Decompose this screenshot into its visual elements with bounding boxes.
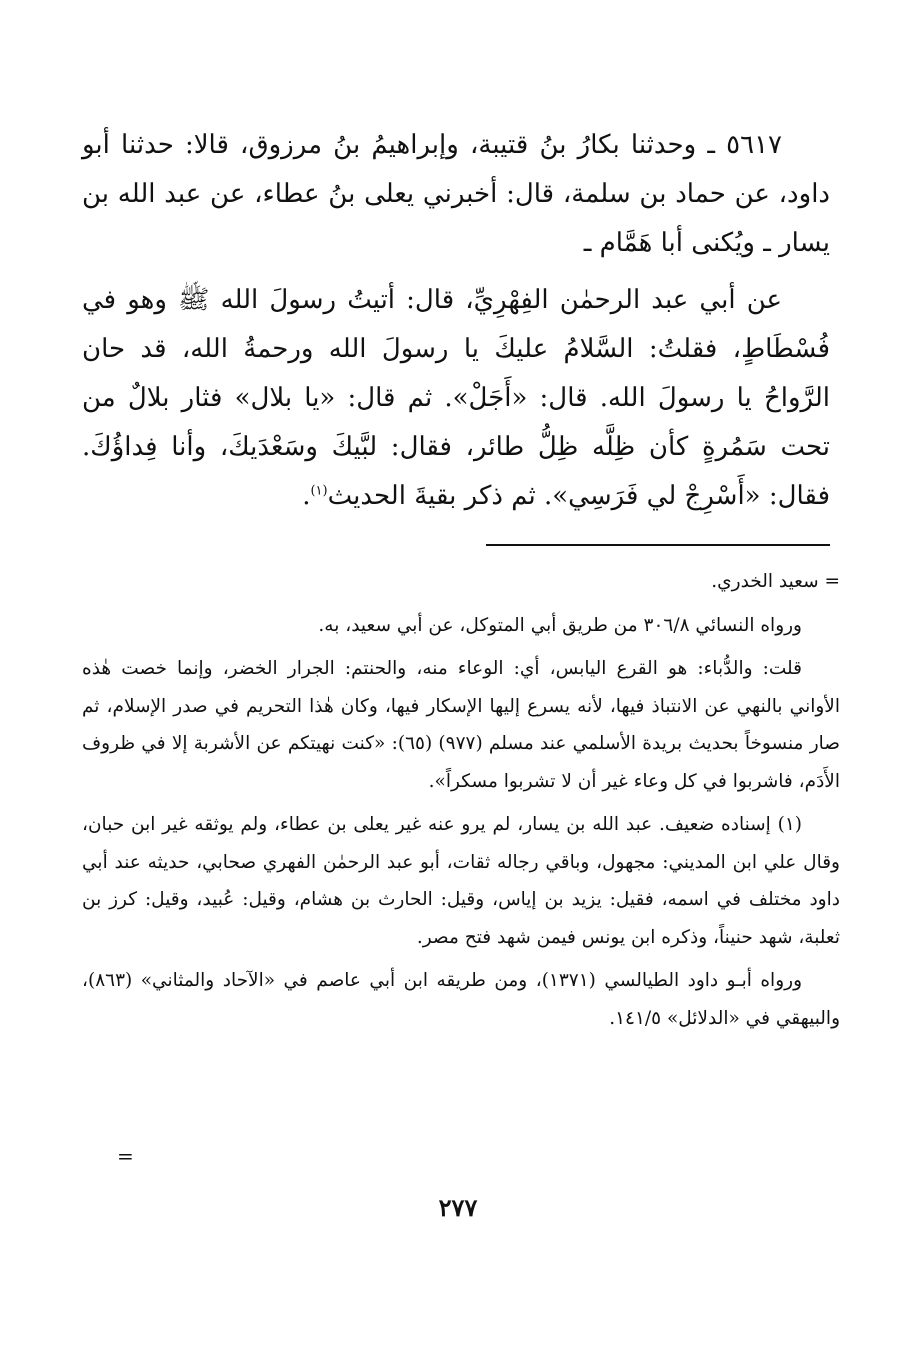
hadith-number: ٥٦١٧ (726, 130, 782, 160)
matn-text: عن أبي عبد الرحمٰن الفِهْرِيِّ، قال: أتيتُ رسولَ الله ﷺ وهو في فُسْطَاطٍ، فقلتُ: السَّلامُ عليكَ يا رسولَ الله ورحمةُ الله، قد حان الرَّواحُ يا رسولَ الله. قال: «أَجَلْ». ثم قال: «يا بلال» فثار بلالٌ من تحت سَمُرةٍ كأن ظِلَّه ظِلُّ طائر، فقال: لبَّيكَ وسَعْدَيكَ، وأنا فِداؤُكَ. فقال: «أَسْرِجْ لي فَرَسِي». ثم ذكر بقيةَ الحديث (82, 285, 830, 511)
footnotes-section (82, 563, 840, 1043)
footnote-reference: (١) (310, 483, 328, 499)
hadith-isnad (82, 121, 830, 268)
hadith-matn (82, 276, 830, 521)
footnote-paragraph: ورواه النسائي ٣٠٦/٨ من طريق أبي المتوكل، عن أبي سعيد، به. (318, 614, 802, 636)
footnote-paragraph: ورواه أبـو داود الطيالسي (١٣٧١)، ومن طريقه ابن أبي عاصم في «الآحاد والمثاني» (٨٦٣)، والبيهقي في «الدلائل» ١٤١/٥. (82, 970, 840, 1029)
page-number: ٢٧٧ (438, 1193, 478, 1222)
footnote-separator (486, 544, 830, 546)
footnote-paragraph: (١) إسناده ضعيف. عبد الله بن يسار، لم يرو عنه غير يعلى بن عطاء، ولم يوثقه غير ابن حبان، وقال علي ابن المديني: مجهول، وباقي رجاله ثقات، أبو عبد الرحمٰن الفهري صحابي، حديثه عند أبي داود مختلف في اسمه، فقيل: يزيد بن إياس، وقيل: الحارث بن هشام، وقيل: عُبيد، وقيل: كرز بن ثعلبة، شهد حنيناً، وذكره ابن يونس فيمن شهد فتح مصر. (82, 814, 840, 948)
continues-mark: = (117, 1144, 134, 1168)
isnad-text: ـ وحدثنا بكارُ بنُ قتيبة، وإبراهيمُ بنُ مرزوق، قالا: حدثنا أبو داود، عن حماد بن سلمة، قال: أخبرني يعلى بنُ عطاء، عن عبد الله بن يسار ـ ويُكنى أبا هَمَّام ـ (82, 130, 830, 258)
footnote-continuation: = سعيد الخدري. (711, 571, 840, 592)
matn-end: . (302, 481, 311, 511)
footnote-paragraph: قلت: والدُّباء: هو القرع اليابس، أي: الوعاء منه، والحنتم: الجرار الخضر، وإنما خصت هٰذه الأواني بالنهي عن الانتباذ فيها، لأنه يسرع إليها الإسكار فيها، وكان هٰذا التحريم في صدر الإسلام، ثم صار منسوخاً بحديث بريدة الأسلمي عند مسلم (٩٧٧) (٦٥): «كنت نهيتكم عن الأشربة إلا في ظروف الأَدَم، فاشربوا في كل وعاء غير أن لا تشربوا مسكراً». (82, 658, 840, 792)
